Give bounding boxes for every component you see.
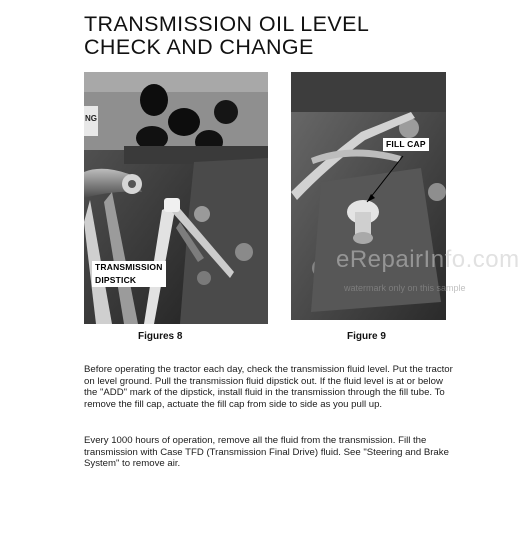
title-line-1: TRANSMISSION OIL LEVEL [84,12,370,36]
title-line-2: CHECK AND CHANGE [84,35,314,59]
page-title [84,13,369,59]
paragraph-1: Before operating the tractor each day, check the transmission fluid level. Put the tractor on level ground. Pull the transmission fluid dipstick out. If the fluid level is at or below the "ADD" mark of the dipstick, install fluid in the transmission through the fill tube. To remove the fill cap, actuate the fill cap from side to side as you pull up. [84,364,453,410]
sign-label: NG [85,114,97,123]
figure-8-photo [84,72,268,324]
transmission-dipstick-callout [92,261,166,287]
fill-cap-callout: FILL CAP [383,138,429,151]
figure-9-caption: Figure 9 [347,331,386,342]
figure-8-caption: Figures 8 [138,331,183,342]
paragraph-2: Every 1000 hours of operation, remove all the fluid from the transmission. Fill the transmission with Case TFD (Transmission Final Drive) fluid. See "Steering and Brake System" to remove air. [84,435,449,470]
watermark-sub: watermark only on this sample [344,283,466,293]
callout-line-1: TRANSMISSION [95,262,163,272]
watermark-main: eRepairInfo.com [336,246,520,273]
callout-line-2: DIPSTICK [95,275,137,285]
